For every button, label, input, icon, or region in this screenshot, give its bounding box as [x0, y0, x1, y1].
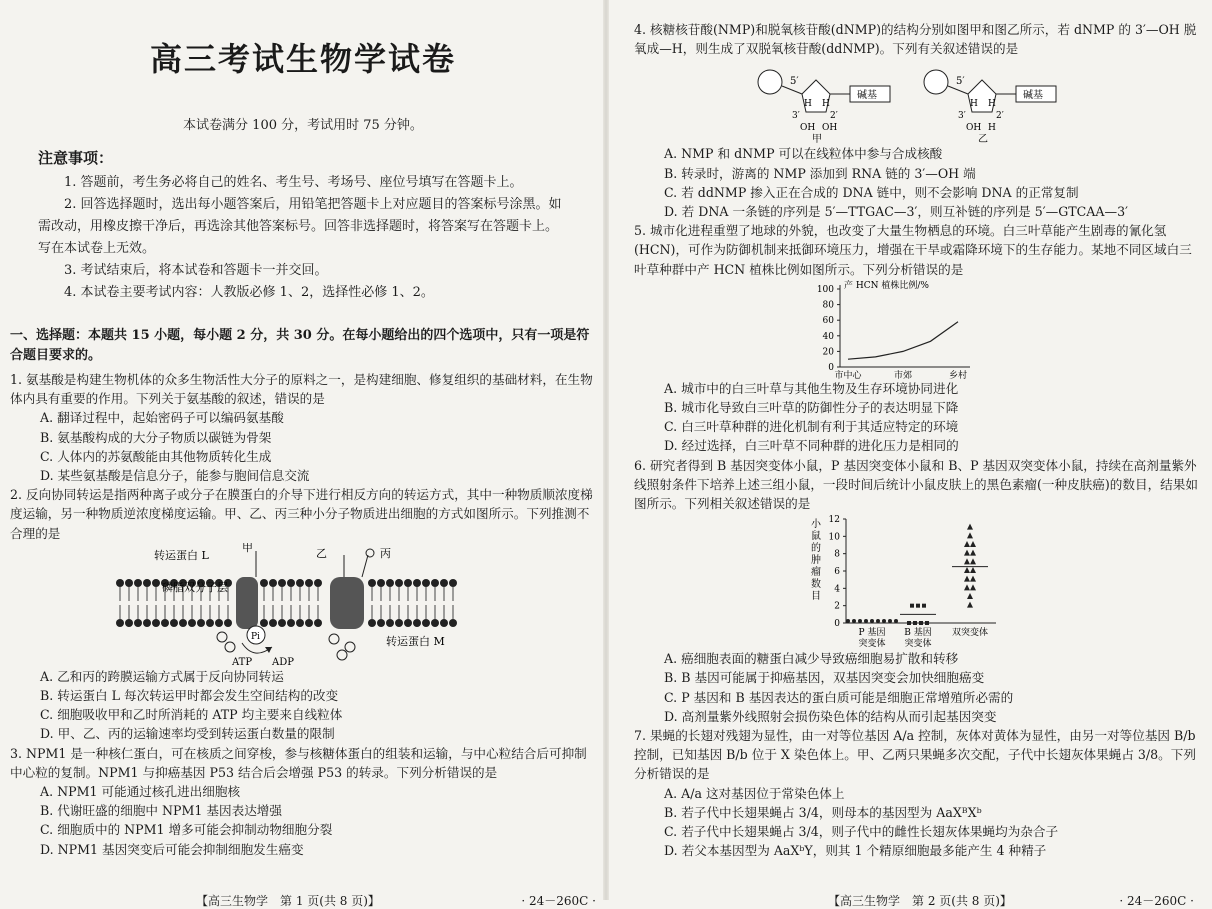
page-1 [0, 0, 606, 908]
label-structure: 甲 [812, 134, 822, 145]
data-point-triangle [970, 585, 976, 591]
phosphate-circle [924, 70, 948, 94]
page-2 [606, 0, 1212, 908]
lipid-head [278, 579, 286, 587]
data-point-circle [876, 619, 880, 623]
label-h: H [970, 99, 978, 110]
lipid-head [422, 579, 430, 587]
label-pi: Pi [251, 631, 260, 642]
lipid-head [395, 579, 403, 587]
option-d: D. 若 DNA 一条链的序列是 5′—TTGAC—3′，则互补链的序列是 5′—GTCAA—3′ [664, 204, 1128, 220]
option-b: B. 城市化导致白三叶草的防御性分子的表达明显下降 [664, 400, 959, 416]
lipid-head [197, 619, 205, 627]
footer-code: · 24－260C · [1119, 894, 1194, 908]
lipid-head [368, 579, 376, 587]
lipid-head [422, 619, 430, 627]
data-point-triangle [967, 593, 973, 599]
x-tick-label: 双突变体 [951, 628, 989, 639]
membrane-diagram [10, 543, 596, 667]
question-5 [634, 221, 1200, 455]
bing-arrow [362, 555, 368, 577]
lipid-head [269, 579, 277, 587]
option-c: C. 白三叶草种群的进化机制有利于其适应特定的环境 [664, 419, 959, 435]
label-transporter-m: 转运蛋白 M [386, 634, 445, 648]
question-stem: 7. 果蝇的长翅对残翅为显性，由一对等位基因 A/a 控制，灰体对黄体为显性，由另一对等位基因 B/b 控制，已知基因 B/b 位于 X 染色体上。甲、乙两只果蝇多次交配，子代中长翅灰体果蝇占 3/8。下列分析错误的是 [634, 728, 1196, 782]
data-point-triangle [970, 576, 976, 582]
label-c3: 3′ [958, 111, 966, 122]
option-b: B. B 基因可能属于抑癌基因，双基因突变会加快细胞癌变 [664, 670, 985, 686]
option-a: A. A/a 这对基因位于常染色体上 [664, 785, 845, 801]
data-point-circle [894, 619, 898, 623]
question-2 [10, 485, 596, 743]
lipid-head [179, 619, 187, 627]
hcn-series-line [848, 322, 958, 359]
footer-code: · 24－260C · [521, 894, 596, 908]
x-tick-label: P 基因 [858, 628, 886, 639]
option-c: C. 若子代中长翅果蝇占 3/4，则子代中的雌性长翅灰体果蝇均为杂合子 [664, 824, 1059, 840]
lipid-head [152, 579, 160, 587]
y-tick-label: 8 [834, 549, 840, 560]
label-c5: 5′ [956, 76, 965, 88]
lipid-head [269, 619, 277, 627]
section-heading: 一、选择题：本题共 15 小题，每小题 2 分，共 30 分。在每小题给出的四个选项中，只有一项是符合题目要求的。 [10, 328, 590, 363]
question-stem: 2. 反向协同转运是指两种离子或分子在膜蛋白的介导下进行相反方向的转运方式，其中一种物质顺浓度梯度运输，另一种物质逆浓度梯度运输。甲、乙、丙三种小分子物质进出细胞的方式如图所示。下列推测不合理的是 [10, 487, 593, 541]
x-tick-label: 市郊 [893, 370, 913, 379]
lipid-head [278, 619, 286, 627]
lipid-head [368, 619, 376, 627]
y-tick-label: 60 [822, 316, 834, 327]
lipid-head [206, 619, 214, 627]
y-axis-label-char: 目 [811, 591, 821, 603]
footer-page-info: 【高三生物学 第 2 页(共 8 页)】 [828, 894, 1012, 908]
label-oh: OH [800, 123, 816, 134]
lipid-head [188, 619, 196, 627]
option-c: C. 若 ddNMP 掺入正在合成的 DNA 链中，则不会影响 DNA 的正常复制 [664, 184, 1079, 200]
hcn-line-chart [634, 279, 1200, 379]
y-tick-label: 4 [834, 584, 840, 595]
lipid-head [431, 619, 439, 627]
y-tick-label: 10 [828, 532, 840, 543]
question-4 [634, 20, 1200, 221]
tumor-scatter-chart [634, 513, 1200, 649]
question-stem: 6. 研究者得到 B 基因突变体小鼠，P 基因突变体小鼠和 B、P 基因双突变体小鼠，持续在高剂量紫外线照射条件下培养上述三组小鼠，一段时间后统计小鼠皮肤上的黑色素瘤(一种皮肤癌)的数目，结果如图所示。下列相关叙述错误的是 [634, 457, 1198, 512]
question-stem: 1. 氨基酸是构建生物机体的众多生物活性大分子的原料之一，是构建细胞、修复组织的基础材料，在生物体内具有重要的作用。下列关于氨基酸的叙述，错误的是 [10, 372, 593, 407]
transporter-m-shape [330, 577, 364, 629]
lipid-head [386, 619, 394, 627]
option-a: A. NPM1 可能通过核孔进出细胞核 [40, 784, 241, 800]
data-point-triangle [964, 585, 970, 591]
notice-item: 3. 考试结束后，将本试卷和答题卡一并交回。 [64, 263, 328, 278]
option-a: A. 翻译过程中，起始密码子可以编码氨基酸 [40, 410, 284, 426]
hcn-chart-figure [634, 279, 1200, 379]
notice-heading: 注意事项： [38, 149, 114, 167]
lipid-head [314, 579, 322, 587]
question-7 [634, 726, 1200, 860]
membrane-transport-figure [10, 543, 596, 667]
option-d: D. 甲、乙、丙的运输速率均受到转运蛋白数量的限制 [40, 726, 335, 742]
lipid-head [152, 619, 160, 627]
y-tick-label: 20 [822, 347, 834, 358]
y-axis-label-char: 的 [811, 543, 821, 555]
data-point-square [925, 621, 929, 625]
x-tick-label: 市中心 [834, 370, 862, 379]
data-point-triangle [970, 559, 976, 565]
label-jia: 甲 [242, 542, 253, 554]
footer-page-info: 【高三生物学 第 1 页(共 8 页)】 [196, 894, 380, 908]
lipid-head [296, 579, 304, 587]
bond-line [948, 86, 968, 94]
lipid-head [170, 619, 178, 627]
label-c5: 5′ [790, 76, 799, 88]
option-d: D. NPM1 基因突变后可能会抑制细胞发生癌变 [40, 841, 304, 857]
data-point-circle [888, 619, 892, 623]
question-6 [634, 456, 1200, 726]
option-c: C. P 基因和 B 基因表达的蛋白质可能是细胞正常增殖所必需的 [664, 689, 1014, 705]
nucleotide-figure [634, 58, 1200, 144]
option-d: D. 经过选择，白三叶草不同种群的进化压力是相同的 [664, 438, 959, 454]
y-axis-label-char: 瘤 [811, 567, 821, 579]
question-3 [10, 744, 596, 859]
question-stem: 4. 核糖核苷酸(NMP)和脱氧核苷酸(dNMP)的结构分别如图甲和图乙所示，若 dNMP 的 3′—OH 脱氧成—H，则生成了双脱氧核苷酸(ddNMP)。下列有关叙述错误的是 [634, 22, 1197, 57]
y-tick-label: 2 [834, 601, 840, 612]
lipid-head [260, 579, 268, 587]
data-point-circle [882, 619, 886, 623]
data-point-square [907, 621, 911, 625]
option-b: B. 若子代中长翅果蝇占 3/4，则母本的基因型为 AaXᴮXᵇ [664, 804, 982, 820]
lipid-head [125, 619, 133, 627]
label-h: H [988, 99, 996, 110]
option-b: B. 代谢旺盛的细胞中 NPM1 基因表达增强 [40, 803, 282, 819]
lipid-head [440, 619, 448, 627]
label-oh: H [988, 123, 996, 134]
y-tick-label: 40 [822, 331, 834, 342]
data-point-triangle [967, 524, 973, 530]
lipid-head [287, 579, 295, 587]
data-point-circle [858, 619, 862, 623]
lipid-head [260, 619, 268, 627]
y-tick-label: 6 [834, 567, 840, 578]
option-b: B. 转录时，游离的 NMP 添加到 RNA 链的 3′—OH 端 [664, 165, 976, 181]
exam-title: 高三考试生物学试卷 [149, 40, 456, 78]
y-axis-label: 产 HCN 植株比例/% [844, 280, 929, 291]
label-c2: 2′ [996, 111, 1004, 122]
lipid-head [116, 619, 124, 627]
data-point-square [913, 621, 917, 625]
lipid-head [449, 619, 457, 627]
lipid-head [116, 579, 124, 587]
option-b: B. 转运蛋白 L 每次转运甲时都会发生空间结构的改变 [40, 688, 339, 704]
notice-item: 1. 答题前，考生务必将自己的姓名、考生号、考场号、座位号填写在答题卡上。 [64, 175, 523, 190]
option-b: B. 氨基酸构成的大分子物质以碳链为骨架 [40, 429, 272, 445]
data-point-square [910, 604, 914, 608]
data-point-triangle [967, 533, 973, 539]
data-point-square [919, 621, 923, 625]
data-point-triangle [964, 567, 970, 573]
label-structure: 乙 [978, 134, 988, 145]
data-point-triangle [964, 559, 970, 565]
data-point-triangle [967, 602, 973, 608]
lipid-head [143, 579, 151, 587]
phosphate-circle [758, 70, 782, 94]
lipid-head [413, 619, 421, 627]
option-a: A. NMP 和 dNMP 可以在线粒体中参与合成核酸 [664, 146, 943, 162]
label-bing: 丙 [380, 546, 391, 560]
option-d: D. 高剂量紫外线照射会损伤染色体的结构从而引起基因突变 [664, 708, 997, 724]
x-tick-label: 突变体 [904, 639, 932, 650]
notice-list [10, 172, 596, 304]
label-adp: ADP [272, 656, 294, 667]
label-transporter-l: 转运蛋白 L [154, 548, 209, 562]
data-point-square [922, 604, 926, 608]
question-1 [10, 370, 596, 485]
label-atp: ATP [232, 656, 253, 667]
y-tick-label: 80 [822, 300, 834, 311]
data-point-triangle [964, 550, 970, 556]
lipid-head [224, 619, 232, 627]
y-axis-label-char: 鼠 [811, 531, 821, 543]
y-tick-label: 0 [834, 619, 840, 630]
y-tick-label: 12 [828, 515, 840, 526]
lipid-head [296, 619, 304, 627]
question-stem: 5. 城市化进程重塑了地球的外貌，也改变了大量生物栖息的环境。白三叶草能产生剧毒的氰化氢(HCN)，可作为防御机制来抵御环境压力，增强在干旱或霜降环境下的生存能力。某地不同区域白三叶草种群中产 HCN 植株比例如图所示。下列分析错误的是 [634, 223, 1192, 277]
data-point-triangle [964, 541, 970, 547]
y-axis-label-char: 小 [811, 519, 821, 531]
lipid-head [161, 619, 169, 627]
lipid-head [143, 619, 151, 627]
lipid-head [404, 579, 412, 587]
option-a: A. 癌细胞表面的糖蛋白减少导致癌细胞易扩散和转移 [664, 651, 959, 667]
exam-meta: 本试卷满分 100 分，考试用时 75 分钟。 [183, 118, 423, 133]
lipid-head [125, 579, 133, 587]
lipid-head [449, 579, 457, 587]
option-d: D. 某些氨基酸是信息分子，能参与胞间信息交流 [40, 468, 310, 484]
notice-item: 4. 本试卷主要考试内容：人教版必修 1、2，选择性必修 1、2。 [64, 285, 434, 300]
lipid-head [431, 579, 439, 587]
label-c3: 3′ [792, 111, 800, 122]
option-c: C. 细胞质中的 NPM1 增多可能会抑制动物细胞分裂 [40, 822, 333, 838]
label-h: H [822, 99, 830, 110]
label-oh: OH [966, 123, 982, 134]
option-a: A. 乙和丙的跨膜运输方式属于反向协同转运 [40, 668, 284, 684]
nucleotide-diagram [634, 58, 1200, 144]
label-c2: 2′ [830, 111, 838, 122]
lipid-head [305, 579, 313, 587]
lipid-head [377, 579, 385, 587]
lipid-head [134, 619, 142, 627]
question-stem: 3. NPM1 是一种核仁蛋白，可在核质之间穿梭，参与核糖体蛋白的组装和运输，与中心粒结合后可抑制中心粒的复制。NPM1 与抑癌基因 P53 结合后会增强 P53 的转录。下列分析错误的是 [10, 745, 587, 780]
data-point-square [916, 604, 920, 608]
tumor-chart-figure [634, 513, 1200, 649]
data-point-circle [864, 619, 868, 623]
data-point-triangle [964, 576, 970, 582]
data-point-triangle [970, 567, 976, 573]
transporter-l-shape [236, 577, 258, 629]
lipid-head [305, 619, 313, 627]
y-tick-label: 100 [816, 284, 834, 295]
option-d: D. 若父本基因型为 AaXᵇY，则其 1 个精原细胞最多能产生 4 种精子 [664, 843, 1047, 859]
lipid-head [395, 619, 403, 627]
lipid-head [440, 579, 448, 587]
y-axis-label-char: 数 [811, 579, 821, 591]
lipid-head [413, 579, 421, 587]
label-bilayer: 磷脂双分子层 [162, 580, 228, 594]
label-oh: OH [822, 123, 838, 134]
data-point-circle [846, 619, 850, 623]
x-tick-label: B 基因 [904, 628, 932, 639]
y-tick-label: 0 [828, 362, 834, 373]
lipid-head [314, 619, 322, 627]
notice-item: 2. 回答选择题时，选出每小题答案后，用铅笔把答题卡上对应题目的答案标号涂黑。如需改动，用橡皮擦干净后，再选涂其他答案标号。回答非选择题时，将答案写在答题卡上。写在本试卷上无效。 [38, 197, 562, 256]
option-a: A. 城市中的白三叶草与其他生物及生存环境协同进化 [664, 380, 959, 396]
data-point-triangle [970, 541, 976, 547]
lipid-head [287, 619, 295, 627]
data-point-triangle [970, 550, 976, 556]
lipid-head [215, 619, 223, 627]
option-c: C. 人体内的苏氨酸能由其他物质转化生成 [40, 448, 272, 464]
x-tick-label: 乡村 [948, 370, 968, 379]
label-h: H [804, 99, 812, 110]
lipid-head [404, 619, 412, 627]
lipid-head [386, 579, 394, 587]
lipid-head [134, 579, 142, 587]
lipid-head [377, 619, 385, 627]
data-point-circle [870, 619, 874, 623]
x-tick-label: 突变体 [858, 639, 886, 650]
y-axis-label-char: 肿 [811, 555, 821, 567]
option-c: C. 细胞吸收甲和乙时所消耗的 ATP 均主要来自线粒体 [40, 707, 343, 723]
label-base: 碱基 [857, 90, 877, 102]
label-yi: 乙 [316, 546, 327, 560]
data-point-circle [852, 619, 856, 623]
bond-line [782, 86, 802, 94]
label-base: 碱基 [1023, 90, 1043, 102]
